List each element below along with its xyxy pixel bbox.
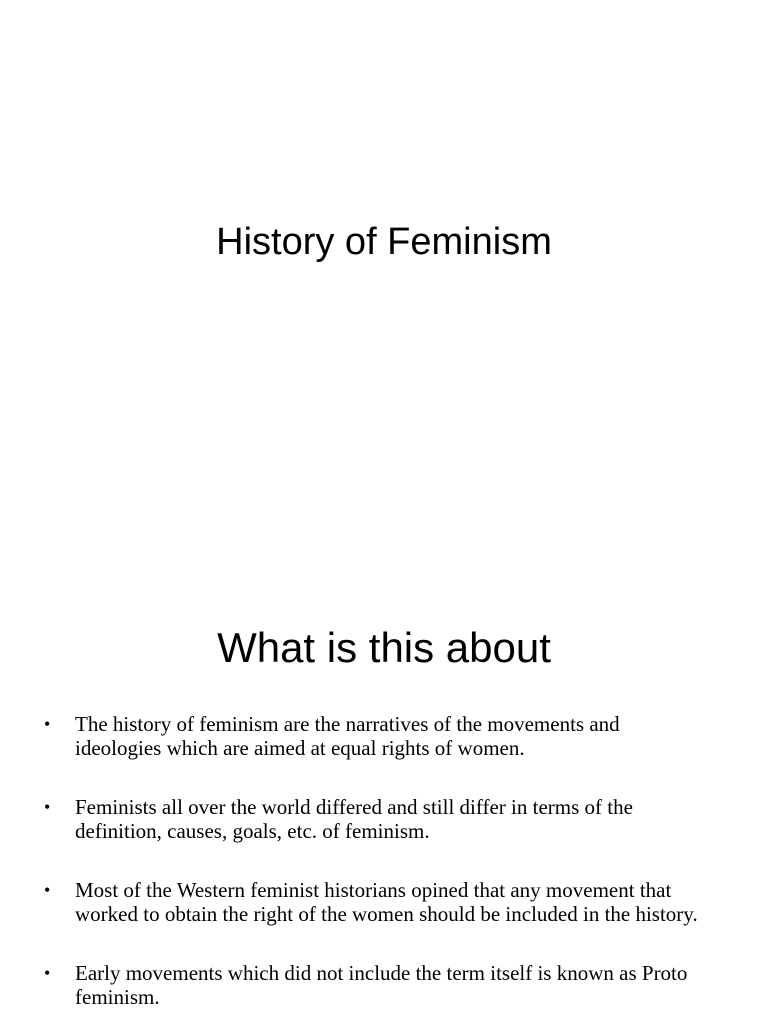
bullet-list: [44, 712, 704, 1024]
bullet-icon: •: [44, 714, 51, 734]
slide-title: What is this about: [217, 624, 551, 671]
bullet-text: Feminists all over the world differed and still differ in terms of the definition, causes, goals, etc. of feminism.: [75, 795, 633, 843]
bullet-item: [44, 878, 704, 926]
bullet-item: [44, 712, 704, 760]
bullet-icon: •: [44, 963, 51, 983]
bullet-text: Early movements which did not include the term itself is known as Proto feminism.: [75, 961, 688, 1009]
bullet-icon: •: [44, 797, 51, 817]
bullet-item: [44, 795, 704, 843]
slide-2: [0, 576, 768, 1024]
bullet-item: [44, 961, 704, 1009]
bullet-text: The history of feminism are the narratives of the movements and ideologies which are aimed at equal rights of women.: [75, 712, 620, 760]
bullet-icon: •: [44, 880, 51, 900]
slide-title: History of Feminism: [216, 221, 552, 263]
bullet-text: Most of the Western feminist historians opined that any movement that worked to obtain the right of the women should be included in the history.: [75, 878, 698, 926]
